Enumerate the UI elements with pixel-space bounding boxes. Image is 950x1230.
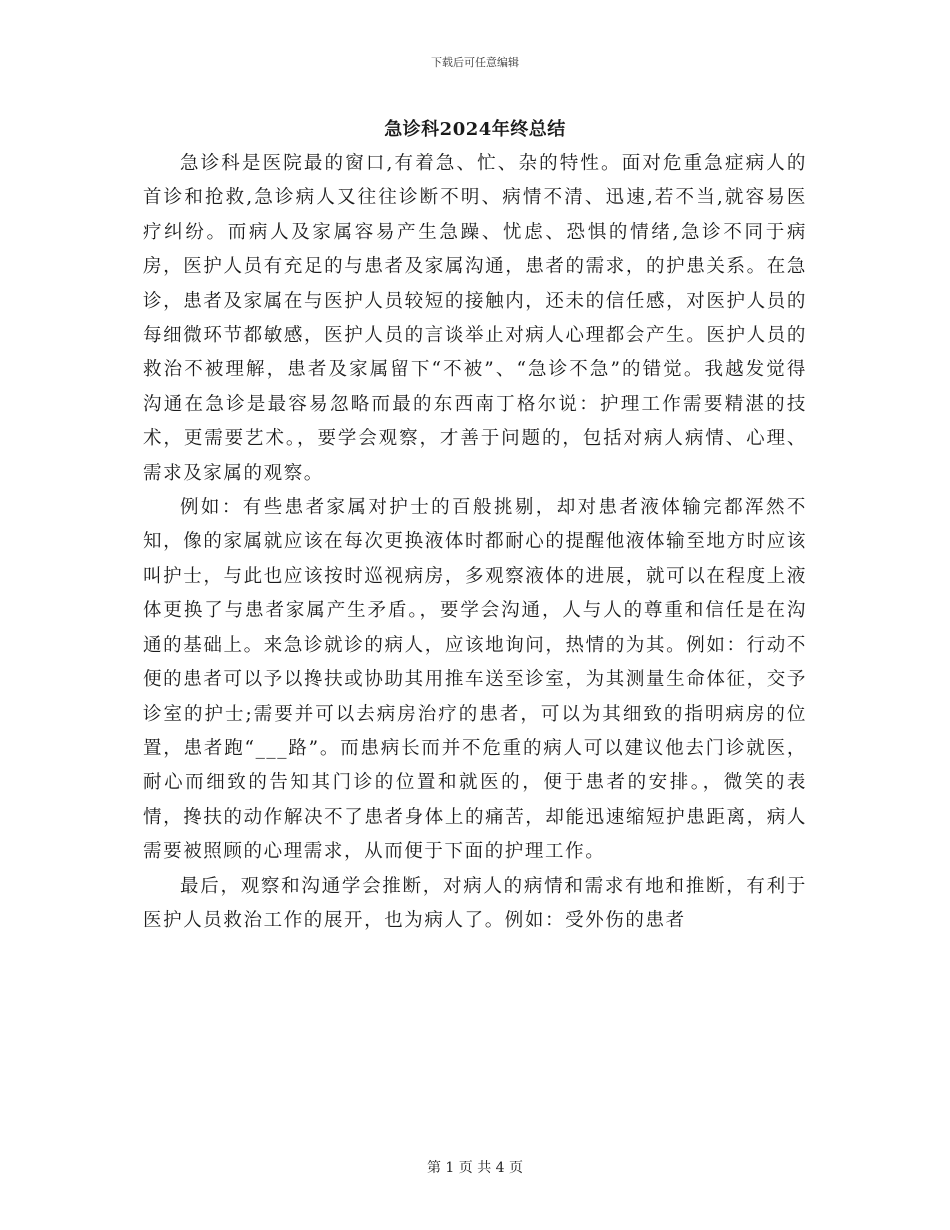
page-number: 第 1 页 共 4 页 [426, 1160, 524, 1176]
page-header-note: 下载后可任意编辑 [431, 56, 519, 69]
paragraph: 最后，观察和沟通学会推断，对病人的病情和需求有地和推断，有利于医护人员救治工作的展开，也为病人了。例如：受外伤的患者 [143, 875, 807, 931]
paragraph: 例如：有些患者家属对护士的百般挑剔，却对患者液体输完都浑然不知，像的家属就应该在每次更换液体时都耐心的提醒他液体输至地方时应该叫护士，与此也应该按时巡视病房，多观察液体的进展，就可以在程度上液体更换了与患者家属产生矛盾。，要学会沟通，人与人的尊重和信任是在沟通的基础上。来急诊就诊的病人，应该地询问，热情的为其。例如：行动不便的患者可以予以搀扶或协助其用推车送至诊室，为其测量生命体征，交予诊室的护士;需要并可以去病房治疗的患者，可以为其细致的指明病房的位置，患者跑“___路”。而患病长而并不危重的病人可以建议他去门诊就医，耐心而细致的告知其门诊的位置和就医的，便于患者的安排。，微笑的表情，搀扶的动作解决不了患者身体上的痛苦，却能迅速缩短护患距离，病人需要被照顾的心理需求，从而便于下面的护理工作。 [143, 497, 807, 863]
document-body [143, 147, 807, 938]
document-title: 急诊科2024年终总结 [384, 119, 566, 140]
paragraph: 急诊科是医院最的窗口,有着急、忙、杂的特性。面对危重急症病人的首诊和抢救,急诊病人又往往诊断不明、病情不清、迅速,若不当,就容易医疗纠纷。而病人及家属容易产生急躁、忧虑、恐惧的情绪,急诊不同于病房，医护人员有充足的与患者及家属沟通，患者的需求，的护患关系。在急诊，患者及家属在与医护人员较短的接触内，还未的信任感，对医护人员的每细微环节都敏感，医护人员的言谈举止对病人心理都会产生。医护人员的救治不被理解，患者及家属留下“不被”、“急诊不急”的错觉。我越发觉得沟通在急诊是最容易忽略而最的东西南丁格尔说：护理工作需要精湛的技术，更需要艺术。，要学会观察，才善于问题的，包括对病人病情、心理、需求及家属的观察。 [143, 153, 807, 484]
